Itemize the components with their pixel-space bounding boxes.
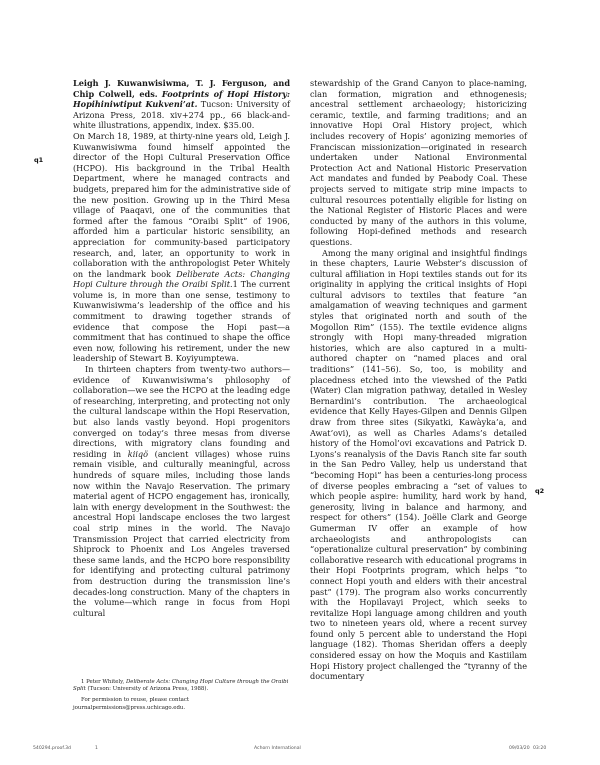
footer-page: 1 [95,746,98,751]
paragraph: stewardship of the Grand Canyon to place-naming, clan formation, migration and ethnogenesis; ancestral settlement archaeology; historicizing ceramic, textile, and farming traditions; and an innovative Hopi Oral History project, which includes recovery of Hopis’ agonizing memories of Franciscan missionization—originated in research undertaken under National Environmental Protection Act and National Historic Preservation Act mandates and funded by Peabody Coal. These projects served to mitigate strip mine impacts to cultural resources potentially eligible for listing on the National Register of Historic Places and were conducted by many of the authors in this volume, following Hopi-defined methods and research questions. [310,78,527,247]
paragraph-text: In thirteen chapters from twenty-two authors—evidence of Kuwanwisiwma’s philosophy of collaboration—we see the HCPO at the leading edge of researching, interpreting, and protecting not only the cultural landscape within the Hopi Reservation, but also lands vastly beyond. Hopi progenitors converged on today’s three mesas from diverse directions, with migratory clans founding and residing in [73,364,290,459]
query-marker-q1: q1 [34,156,44,164]
footer-time: 03:20 [533,746,547,751]
footnote-1 [73,679,290,693]
paragraph: Among the many original and insightful findings in these chapters, Laurie Webster’s discussion of cultural affiliation in Hopi textiles stands out for its originality in applying the critical insights of Hopi cultural advisors to textiles that feature “an amalgamation of weaving techniques and garment styles that originated north and south of the Mogollon Rim” (155). The textile evidence aligns strongly with Hopi many-threaded migration histories, which are also captured in a multi-authored chapter on “named places and oral traditions” (141–56). So, too, is mobility and placedness etched into the viewshed of the Patki (Water) Clan migration pathway, detailed in Wesley Bernardini’s contribution. The archaeological evidence that Kelly Hayes-Gilpen and Dennis Gilpen draw from three sites (Sikyatki, Kawàyka’a, and Awat’ovi), as well as Charles Adams’s detailed history of the Homol’ovi excavations and Patrick D. Lyons’s reanalysis of the Davis Ranch site far south in the San Pedro Valley, help us understand that “becoming Hopi” has been a centuries-long process of diverse peoples embracing a “set of values to which people aspire: humility, hard work by hand, generosity, living in balance and harmony, and respect for others” (154). Joëlle Clark and George Gumerman IV offer an example of how archaeologists and anthropologists can “operationalize cultural preservation” by combining collaborative research with educational programs in their Hopi Footprints program, which helps “to connect Hopi youth and elders with their ancestral past” (179). The program also works concurrently with the Hopilavayi Project, which seeks to revitalize Hopi language among children and youth two to nineteen years old, where a recent survey found only 5 percent able to understand the Hopi language (182). Thomas Sheridan offers a deeply considered essay on how the Moquis and Kastiilam Hopi History project challenged the “tyranny of the documentary [310,247,527,682]
left-column [73,78,290,618]
footnote-text: (Tucson: University of Arizona Press, 1988). [85,686,209,693]
review-book-title: Footprints of Hopi History: Hopihiniwtiput Kukveni’at. [73,88,290,110]
query-marker-q2: q2 [535,487,545,495]
review-imprint: Tucson: University of Arizona Press, 2018. xiv+274 pp., 66 black-and-white illustrations, appendix, index. $35.00. [73,99,290,131]
paragraph [73,364,290,618]
paragraph-text: On March 18, 1989, at thirty-nine years old, Leigh J. Kuwanwisiwma found himself appointed the director of the Hopi Cultural Preservation Office (HCPO). His background in the Tribal Health Department, where he managed contracts and budgets, prepared him for the administrative side of the new position. Growing up in the Third Mesa village of Paaqavi, one of the communities that formed after the famous “Oraibi Split” of 1906, afforded him a particular historic sensibility, an appreciation for community-based participatory research, and, later, an opportunity to work in collaboration with the anthropologist Peter Whitely on the landmark book [73,130,290,279]
paragraph-text: The current volume is, in more than one sense, testimony to Kuwanwisiwma’s leadership of the office and his commitment to drawing together strands of evidence that compose the Hopi past—a commitment that has continued to shape the office even now, following his retirement, under the new leadership of Stewart B. Koyiyumptewa. [73,279,290,364]
footnote-text: 1 Peter Whitely, [81,679,126,685]
hopi-term: kiiqö [127,448,149,459]
footnote-book-title: Deliberate Acts: Changing Hopi Culture through the Oraibi Split [73,679,289,693]
review-authors: Leigh J. Kuwanwisiwma, T. J. Ferguson, and Chip Colwell, eds. [73,78,290,99]
permission-note: For permission to reuse, please contact journalpermissions@press.uchicago.edu. [73,697,190,711]
footnotes [73,679,290,716]
footnote-ref: .1 [230,279,238,290]
footer-publisher: Achorn International [254,746,301,751]
right-column [310,78,527,682]
book-title: Deliberate Acts: Changing Hopi Culture through the Oraibi Split [73,268,290,290]
review-header [73,78,290,131]
paragraph [73,131,290,364]
footer-date: 09/03/20 [509,746,530,751]
paragraph-text: (ancient villages) whose ruins remain visible, and culturally meaningful, across hundreds of square miles, including those lands now within the Navajo Reservation. The primary material agent of HCPO engagement has, ironically, lain with energy development in the Southwest: the ancestral Hopi landscape encloses the two largest coal strip mines in the world. The Navajo Transmission Project that carried electricity from Shiprock to Phoenix and Los Angeles traversed these same lands, and the HCPO bore responsibility for identifying and protecting cultural patrimony from destruction during the transmission line’s decades-long construction. Many of the chapters in the volume—which range in focus from Hopi cultural [73,448,290,618]
footer-file: 5402​94.proof.3d [33,746,71,751]
